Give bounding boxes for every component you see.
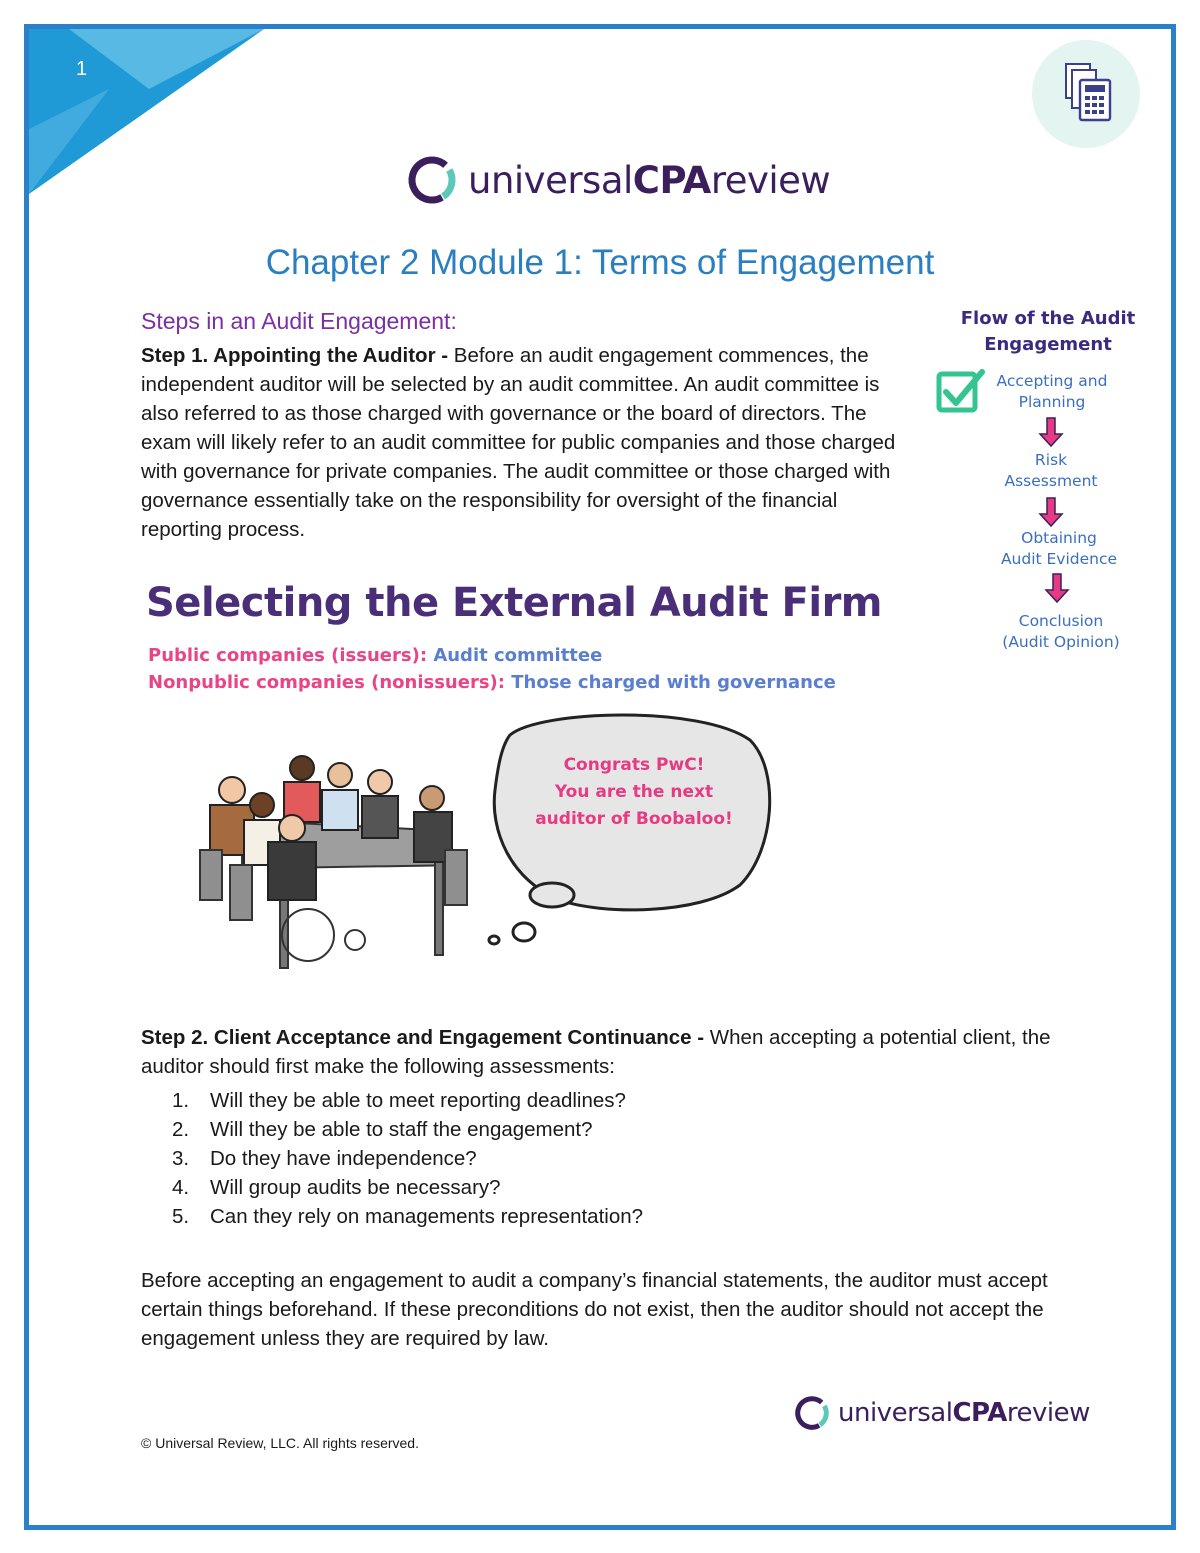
step2-paragraph (141, 1023, 1081, 1081)
document-icon-badge (1032, 40, 1140, 148)
flow-title: Flow of the Audit Engagement (960, 308, 1136, 355)
step1-text: Before an audit engagement commences, the independent auditor will be selected by an audit committee. An audit committee is also referred to as those charged with governance or the board of directors. The exam will likely refer to an audit committee for public companies and those charged with governance for private companies. The audit committee or those charged with governance essentially take on the responsibility for oversight of the financial reporting process. (141, 344, 896, 541)
flow-step: Risk Assessment (1004, 451, 1098, 490)
list-item: 3. Do they have independence? (172, 1147, 477, 1170)
page-title: Chapter 2 Module 1: Terms of Engagement (265, 243, 935, 282)
brand-ring-icon (404, 152, 460, 208)
meeting-illustration (180, 700, 780, 990)
thought-bubble-text: Congrats PwC! You are the next auditor of Boobaloo! (535, 755, 733, 829)
arrow-down-icon (1040, 498, 1062, 526)
corner-decoration (29, 29, 269, 199)
list-item: 5. Can they rely on managements representation? (172, 1205, 644, 1228)
step1-label: Step 1. Appointing the Auditor - (141, 344, 454, 367)
flow-step: Accepting and Planning (996, 372, 1108, 411)
public-companies-line: Public companies (issuers): Audit committee (148, 645, 603, 666)
step2-text: When accepting a potential client, the auditor should first make the following assessments: (141, 1026, 1051, 1078)
page-number: 1 (76, 58, 88, 80)
flow-step: Conclusion (Audit Opinion) (1002, 612, 1120, 651)
brand-logo-top: universalCPAreview (404, 152, 830, 208)
wheelchair (282, 909, 365, 961)
section-heading: Steps in an Audit Engagement: (141, 308, 457, 334)
brand-ring-icon (792, 1393, 832, 1433)
step1-paragraph (141, 341, 921, 544)
list-item: 4. Will group audits be necessary? (172, 1176, 501, 1199)
list-item: 1. Will they be able to meet reporting deadlines? (172, 1089, 626, 1112)
copyright-notice: © Universal Review, LLC. All rights reserved. (141, 1435, 419, 1451)
closing-paragraph: Before accepting an engagement to audit a company’s financial statements, the auditor must accept certain things beforehand. If these preconditions do not exist, then the auditor should not accept the engagement unless they are required by law. (141, 1269, 1048, 1350)
assessment-list (172, 1086, 643, 1231)
checkbox-checked-icon (939, 372, 982, 410)
nonpublic-companies-line: Nonpublic companies (nonissuers): Those charged with governance (148, 672, 836, 693)
list-item: 2. Will they be able to staff the engagement? (172, 1118, 593, 1141)
flow-step: Obtaining Audit Evidence (1000, 529, 1118, 568)
step2-label: Step 2. Client Acceptance and Engagement Continuance - (141, 1026, 710, 1049)
brand-logo-bottom: universalCPAreview (792, 1393, 1090, 1433)
arrow-down-icon (1040, 418, 1062, 446)
document-calculator-icon (1032, 40, 1140, 148)
slide-title: Selecting the External Audit Firm (146, 580, 882, 626)
arrow-down-icon (1046, 574, 1068, 602)
